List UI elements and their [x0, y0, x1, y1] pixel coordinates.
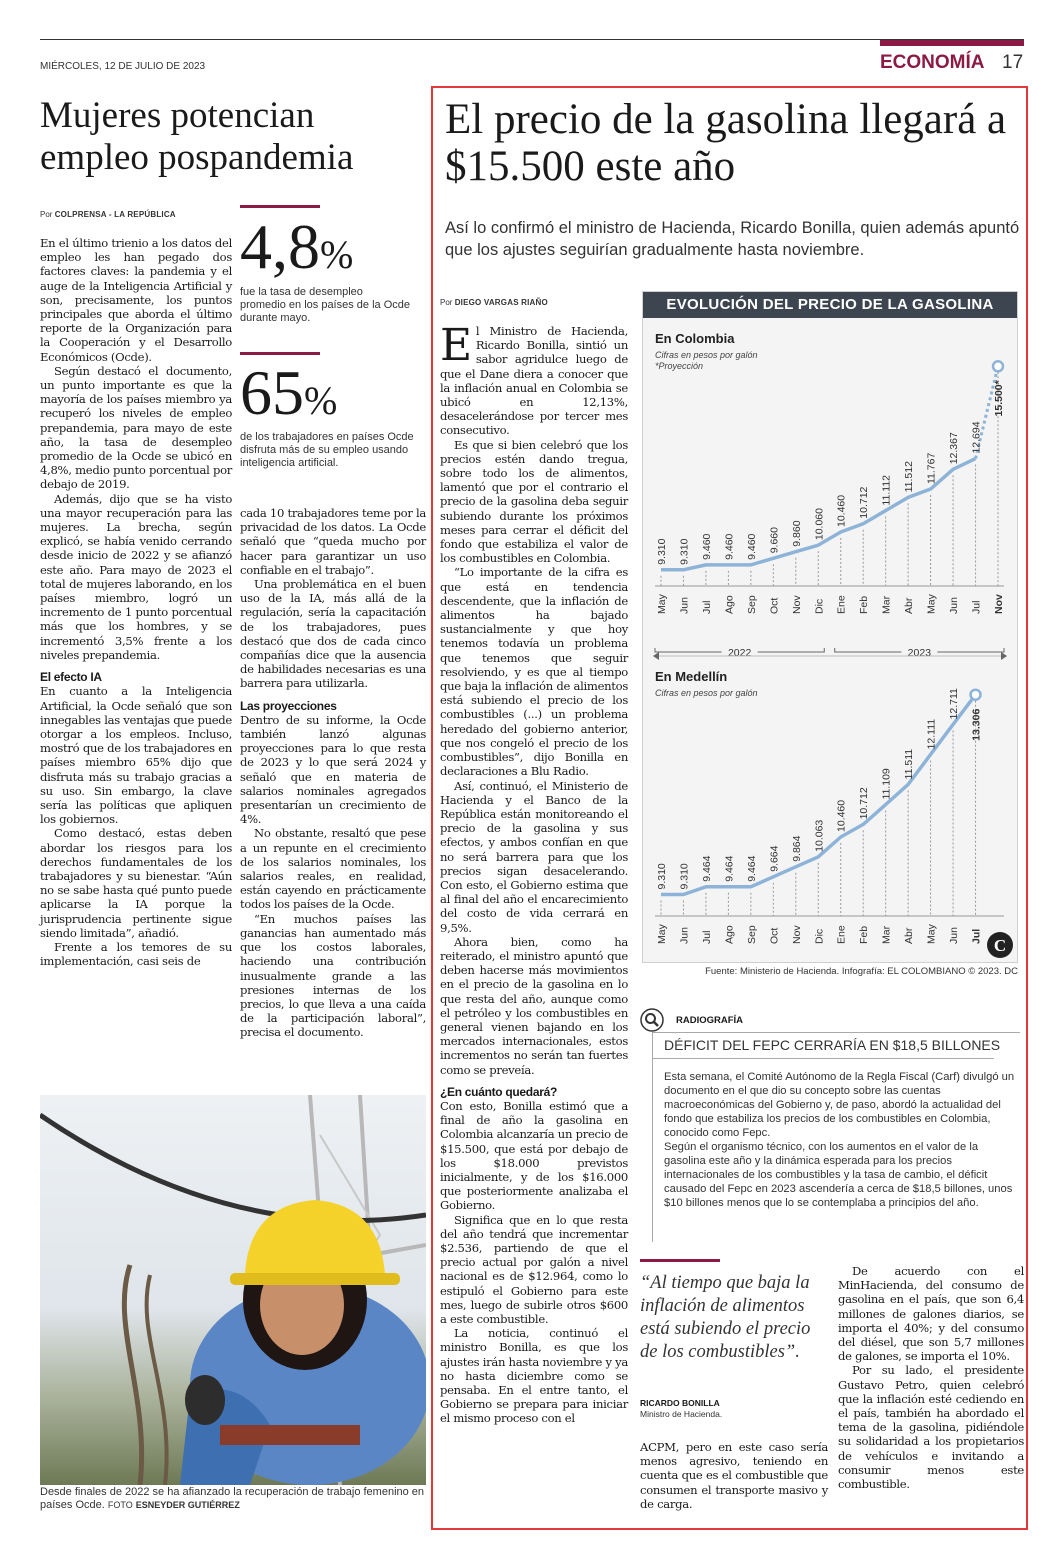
paragraph: Según destacó el documento, un punto importante es que la mayoría de los países miembro ya recuperó los niveles de empleo prepandemia, para mayo de este año, la tasa de desempleo promedio de la Ocde se ubicó en 4,8%, medio punto porcentual por debajo de 2019. — [40, 363, 232, 492]
end-point — [971, 690, 981, 700]
radiografia-title-rule — [652, 1058, 994, 1059]
quote-role: Ministro de Hacienda. — [640, 1409, 723, 1419]
main-col2 — [640, 1440, 828, 1511]
quote-bar — [640, 1259, 720, 1262]
chart-medellin — [655, 669, 1007, 962]
data-label: 12.367 — [948, 432, 961, 465]
magnifier-icon — [640, 1008, 664, 1032]
tick-label: Sep — [745, 925, 758, 944]
stat2-bar — [240, 352, 320, 355]
section-name: ECONOMÍA — [880, 52, 985, 73]
paragraph: “Lo importante de la cifra es que está en tendencia descendente, que la inflación de alimentos ha bajado sustancialmente y que hoy tenemos todavía un problema que tenemos que seguir resolviendo, y es que al tiempo que baja la inflación de alimentos está subiendo el precio de los combustibles (...) un problema heredado del gobierno anterior, que nos congeló el precio de los combustibles”, dijo Bonilla en declaraciones a Blu Radio. — [440, 565, 628, 779]
stat2-value — [240, 358, 337, 436]
data-label: 11.767 — [925, 452, 938, 485]
paragraph: Ahora bien, como ha reiterado, el ministro apuntó que deben hacerse más movimientos en el precio de la gasolina en lo que resta del año, aunque como el petróleo y los combustibles en general vienen bajando en los mercados internacionales, estos incrementos no serán tan fuertes como se preveía. — [440, 934, 628, 1077]
main-byline — [440, 298, 548, 307]
data-label: 9.464 — [745, 855, 758, 882]
paragraph: En cuanto a la Inteligencia Artificial, la Ocde señaló que son innegables las ventajas que puede otorgar a los empleos. Incluso, mostró que de los trabajadores en países miembro 65% dijo que disfruta más su trabajo gracias a su uso. Sin embargo, la clave sería las políticas que apliquen los gobiernos. — [40, 684, 232, 827]
credit-name: ESNEYDER GUTIÉRREZ — [135, 1500, 240, 1510]
data-label: 11.112 — [880, 474, 893, 506]
pull-quote: “Al tiempo que baja la inflación de alimentos está subiendo el precio de los combustibles”. — [640, 1273, 811, 1362]
tick-label: Jul — [970, 928, 983, 944]
data-label: 10.460 — [835, 799, 848, 832]
stat2-text: de los trabajadores en países Ocde disfruta más de su empleo usando inteligencia artificial. — [240, 431, 414, 469]
paragraph: “En muchos países las ganancias han aumentado más que los costos laborales, haciendo una contribución inusualmente grande a las presiones internas de los precios, lo que lleva a una caída de la participación laboral”, precisa el documento. — [240, 911, 426, 1040]
stat2-number: 65 — [240, 357, 304, 428]
paragraph: En el último trienio a los datos del empleo les han pegado dos factores claves: la pandemia y el auge de la Inteligencia Artificial y son, precisamente, los puntos principales que aborda el último reporte de la Organización para la Cooperación y el Desarrollo Económicos (Ocde). — [40, 236, 232, 364]
tick-label: Jun — [678, 927, 691, 944]
paragraph: Según el organismo técnico, con los aumentos en el valor de la gasolina este año y la dinámica esperada para los precios internacionales de los combustibles y la tasa de cambio, el déficit causado del Fepc en 2023 ascendería a cerca de $18,5 billones, unos $10 billones menos que lo se contemplaba a principios del año. — [664, 1141, 1013, 1209]
data-label: 10.712 — [858, 787, 871, 820]
tick-label: May — [925, 594, 938, 614]
tick-label: Mar — [880, 595, 893, 614]
tick-label: Ago — [723, 595, 736, 614]
tick-label: Dic — [813, 928, 826, 944]
data-label: 9.464 — [700, 855, 713, 882]
stat1-value — [240, 212, 353, 290]
stat1-text: fue la tasa de desempleo promedio en los países de la Ocde durante mayo. — [240, 286, 410, 324]
chart-subtitle: Cifras en pesos por galón — [655, 350, 758, 360]
tick-label: May — [656, 924, 668, 944]
data-label: 13.306 — [970, 708, 983, 741]
radiografia-body — [664, 1070, 1016, 1210]
paragraph: De acuerdo con el MinHacienda, del consumo de gasolina en el país, que son 6,4 millones de galones diarios, se importa el 40%; y del consumo del diésel, que son 5,7 millones de galones, se importa el 10%. — [838, 1264, 1024, 1364]
chart-note: *Proyección — [655, 361, 704, 371]
quote-author: RICARDO BONILLA — [640, 1398, 720, 1408]
left-byline — [40, 210, 176, 219]
tick-label: Feb — [858, 925, 871, 944]
year-label: 2022 — [727, 647, 752, 659]
stat1-bar — [240, 205, 320, 208]
data-label: 11.109 — [880, 768, 893, 800]
tick-label: Ago — [723, 925, 736, 944]
tick-label: Jun — [948, 927, 961, 944]
paragraph: cada 10 trabajadores teme por la privacidad de los datos. La Ocde señaló que “queda mucho por hacer para garantizar un uso confiable en el trabajo”. — [240, 506, 426, 577]
radiografia-title: DÉFICIT DEL FEPC CERRARÍA EN $18,5 BILLONES — [664, 1037, 1001, 1053]
logo — [987, 932, 1013, 958]
paragraph: Así, continuó, el Ministerio de Hacienda y el Banco de la República están monitoreando el precio de la gasolina y sus efectos, y ambos confían en que no será barrera para que los precios sigan desacelerando. Con esto, el Gobierno estima que al final del año el encarecimiento del costo de vida cerrará en 9,5%. — [440, 778, 628, 935]
infographic-source: Fuente: Ministerio de Hacienda. Infografía: EL COLOMBIANO © 2023. DC — [705, 966, 1018, 977]
credit-prefix: FOTO — [107, 1500, 133, 1510]
tick-label: Dic — [813, 598, 826, 614]
section-bar — [880, 40, 1024, 46]
data-label: 12.711 — [948, 688, 961, 720]
caption-text: Desde finales de 2022 se ha afianzado la recuperación de trabajo femenino en países Ocde. — [40, 1486, 425, 1511]
stat1-number: 4,8 — [240, 211, 320, 282]
tick-label: Ene — [835, 925, 848, 944]
arrow-left-icon — [653, 652, 659, 660]
infographic — [642, 291, 1018, 963]
byline-author: DIEGO VARGAS RIAÑO — [454, 298, 548, 307]
paragraph: Significa que en lo que resta del año tendrá que incrementar $2.536, partiendo de que el precio actual por galón a nivel nacional es de $12.964, como lo estipuló el Gobierno para este mes, luego de subirle otros $600 a este combustible. — [440, 1212, 628, 1327]
byline-prefix: Por — [440, 298, 453, 307]
tick-label: Abr — [903, 597, 916, 614]
tick-label: Mar — [880, 925, 893, 944]
logo-letter: C — [993, 936, 1007, 955]
main-headline: El precio de la gasolina llegará a $15.500 este año — [445, 96, 1007, 190]
data-label: 9.310 — [656, 863, 668, 890]
main-col3 — [838, 1264, 1024, 1491]
byline-prefix: Por — [40, 210, 53, 219]
paragraph: Además, dijo que se ha visto una mayor recuperación para las mujeres. La brecha, según explicó, se había venido cerrando desde inicio de 2022 y se afianzó este año. Para mayo de 2023 el total de mujeres laborando, en los países miembro, logró un incremento de 1 punto porcentual más que los hombres, y se incrementó 3,5% frente a los niveles prepandemia. — [40, 491, 232, 662]
chart-subtitle: Cifras en pesos por galón — [655, 688, 758, 698]
tick-label: Nov — [790, 595, 803, 614]
photo-caption — [40, 1486, 430, 1512]
subheading: ¿En cuánto quedará? — [440, 1084, 557, 1099]
paragraph: Con esto, Bonilla estimó que a final de año la gasolina en Colombia alcanzaría un precio de $15.500, que está por debajo de los $18.000 previstos inicialmente, y de los $16.000 que posteriormente analizaba el Gobierno. — [440, 1098, 628, 1213]
stat2-unit: % — [304, 378, 338, 423]
subheading: Las proyecciones — [240, 698, 337, 713]
data-label: 9.860 — [790, 520, 803, 547]
tick-label: Jul — [700, 930, 713, 944]
worker-photo — [40, 1095, 426, 1485]
data-label: 9.864 — [790, 835, 803, 862]
page-date: MIÉRCOLES, 12 DE JULIO DE 2023 — [40, 61, 206, 72]
radiografia-icon — [640, 1008, 664, 1032]
data-label: 9.460 — [700, 533, 713, 560]
byline-author: COLPRENSA - LA REPÚBLICA — [54, 210, 176, 219]
tick-label: Jun — [948, 597, 961, 614]
data-label: 10.712 — [858, 486, 871, 519]
data-label: 10.063 — [813, 819, 826, 852]
paragraph — [440, 320, 628, 438]
paragraph-text: l Ministro de Hacienda, Ricardo Bonilla, sintió un sabor agridulce luego de que el Dane diera a conocer que la inflación anual en Colombia se ubicó en 12,13%, desacelerándose por tercer mes consecutivo. — [440, 324, 628, 438]
radiografia-label: RADIOGRAFÍA — [676, 1015, 744, 1026]
tick-label: Jul — [700, 600, 713, 614]
tick-label: Oct — [768, 597, 781, 614]
price-charts — [643, 318, 1017, 962]
paragraph: No obstante, resaltó que pese a un repunte en el crecimiento de los salarios nominales, los salarios reales, en realidad, están cayendo en prácticamente todos los países de la Ocde. — [240, 826, 426, 912]
data-label: 9.460 — [745, 533, 758, 560]
paragraph: ACPM, pero en este caso sería menos agresivo, teniendo en cuenta que es el combustible que consumen el transporte masivo y de carga. — [640, 1440, 828, 1511]
tick-label: Jul — [970, 600, 983, 614]
data-label: 9.460 — [723, 533, 736, 560]
tick-label: Sep — [745, 595, 758, 614]
tick-label: Abr — [903, 927, 916, 944]
main-deck: Así lo confirmó el ministro de Hacienda, Ricardo Bonilla, quien además apuntó que los ajustes seguirían gradualmente hasta noviembre. — [445, 219, 1020, 259]
paragraph: La noticia, continuó el ministro Bonilla, es que los ajustes irán hasta noviembre y ya no hasta diciembre como se pensaba. En el entre tanto, el Gobierno se prepara para iniciar el mismo proceso con el — [440, 1326, 628, 1426]
chart-title: En Colombia — [655, 331, 735, 346]
tick-label: May — [656, 594, 668, 614]
worker-illustration — [40, 1095, 426, 1485]
paragraph: Frente a los temores de su implementación, casi seis de — [40, 939, 232, 969]
data-label: 15.500* — [993, 380, 1005, 417]
tick-label: Feb — [858, 595, 871, 614]
data-label: 9.310 — [656, 538, 668, 565]
data-label: 12.111 — [925, 718, 938, 750]
data-label: 9.310 — [678, 538, 691, 565]
data-label: 9.664 — [768, 845, 781, 872]
page-number: 17 — [1002, 52, 1024, 73]
data-label: 11.512 — [903, 461, 916, 493]
left-col1 — [40, 236, 232, 968]
paragraph: Una problemática en el buen uso de la IA, más allá de la regulación, sería la capacitación de los trabajadores, pues destacó que dos de cada cinco compañías dice que la ausencia de habilidades necesarias es una barrera para utilizarla. — [240, 577, 426, 691]
stat1-unit: % — [320, 232, 354, 277]
tick-label: Jun — [678, 597, 691, 614]
paragraph: Es que si bien celebró que los precios estén dando tregua, sobre todo los de alimentos, lamentó que por el contrario el precio de la gasolina deba seguir subiendo durante los próximos meses para cerrar el déficit del fondo que estabiliza el valor de los combustibles en Colombia. — [440, 437, 628, 566]
tick-label: Oct — [768, 927, 781, 944]
chart-title: En Medellín — [655, 669, 728, 684]
year-label: 2023 — [907, 647, 932, 659]
tick-label: Nov — [790, 925, 803, 944]
data-label: 10.060 — [813, 508, 826, 541]
data-label: 9.310 — [678, 863, 691, 890]
end-point — [993, 361, 1003, 371]
top-rule — [40, 39, 1024, 40]
data-label: 9.464 — [723, 855, 736, 882]
main-col1 — [440, 320, 628, 1426]
paragraph: Como destacó, estas deben abordar los riesgos para los derechos fundamentales de los trabajadores y su bienestar. “Aún no se sabe hasta qué punto puede aplicarse la IA porque la jurisprudencia pertinente sigue siendo limitada”, añadió. — [40, 826, 232, 940]
chart-colombia — [655, 331, 1005, 659]
data-label: 10.460 — [835, 494, 848, 527]
data-label: 11.511 — [903, 748, 916, 780]
paragraph: Por su lado, el presidente Gustavo Petro, quien celebró que la inflación esté cediendo en el país, también ha abordado el tema de la gasolina, pidiéndole su solidaridad a los propietarios de vehículos e invitando a consumir menos este combustible. — [838, 1363, 1024, 1492]
data-label: 12.694 — [970, 421, 983, 454]
left-headline: Mujeres potencian empleo pospandemia — [40, 95, 354, 178]
tick-label: May — [925, 924, 938, 944]
infographic-title: EVOLUCIÓN DEL PRECIO DE LA GASOLINA — [643, 292, 1017, 318]
paragraph: Esta semana, el Comité Autónomo de la Regla Fiscal (Carf) divulgó un documento en el que dio su concepto sobre las cuentas macroeconómicas del Gobierno y, de paso, abordó la actualidad del fondo que estabiliza los precios de los combustibles en Colombia, conocido como Fepc. — [664, 1071, 1015, 1139]
tick-label: Nov — [993, 594, 1005, 614]
paragraph: Dentro de su informe, la Ocde también lanzó algunas proyecciones para lo que resta de 2023 y lo que será 2024 y señaló que en materia de salarios nominales agregados presentarían un crecimiento de 4%. — [240, 712, 426, 827]
arrow-right-icon — [1001, 652, 1007, 660]
subheading: El efecto IA — [40, 670, 102, 685]
data-label: 9.660 — [768, 527, 781, 554]
tick-label: Ene — [835, 595, 848, 614]
left-col2 — [240, 506, 426, 1040]
dropcap: E — [440, 320, 472, 371]
